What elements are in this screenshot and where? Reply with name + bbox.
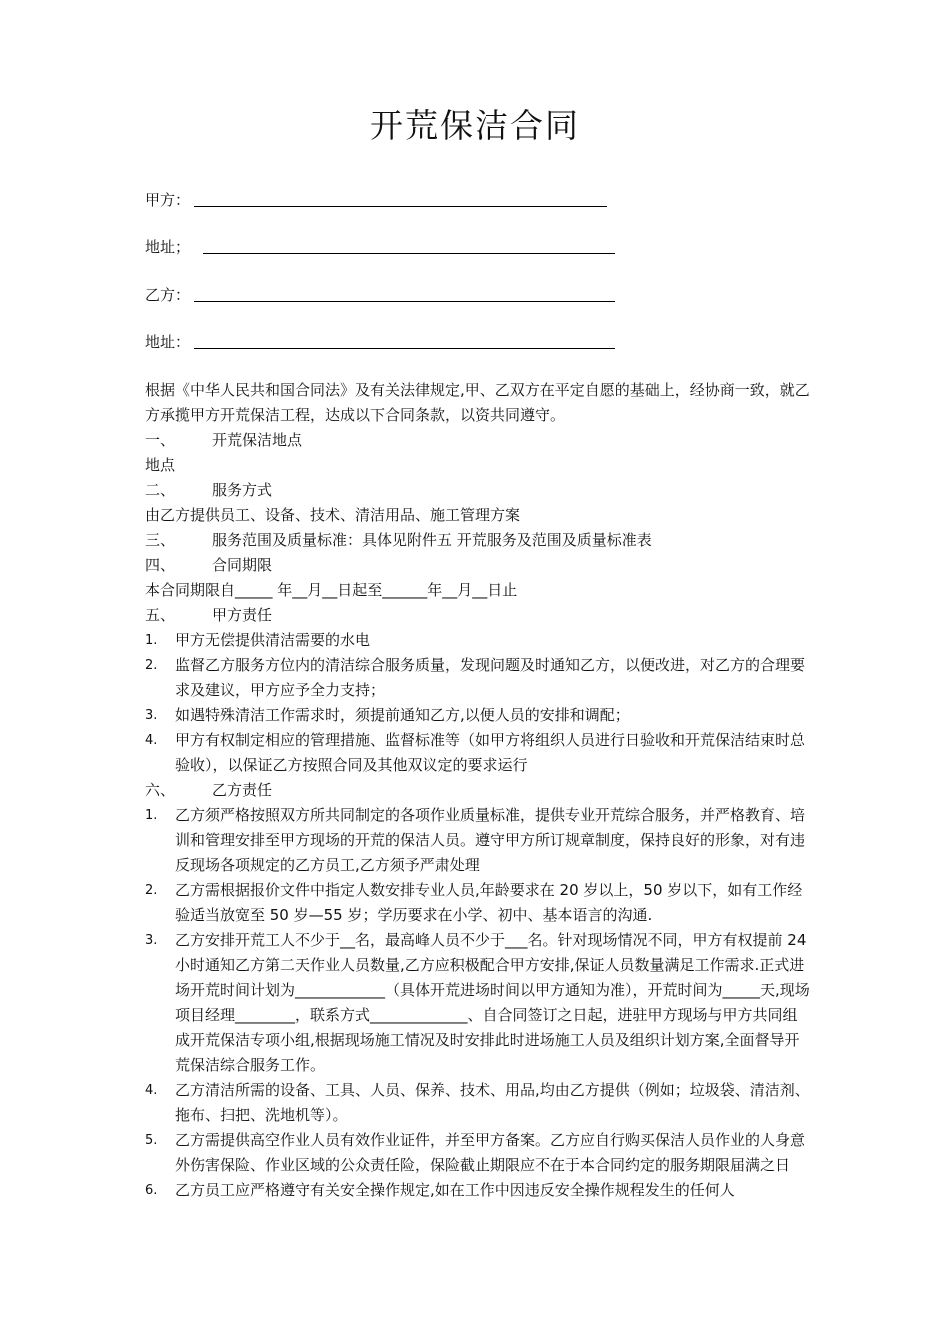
list-item [145,878,810,928]
section-4-number: 四、 [145,556,176,574]
section-2-title: 服务方式 [212,481,273,499]
party-a-blank-line [194,206,607,207]
section-5-title: 甲方责任 [212,606,273,624]
party-b-address-blank-line [194,348,615,349]
section-1-heading [145,428,810,453]
list-item-number: 3. [145,933,158,948]
section-3-heading [145,528,810,553]
section-2-number: 二、 [145,481,176,499]
section-6-number: 六、 [145,781,176,799]
document-title: 开荒保洁合同 [370,106,580,145]
list-item [145,1078,810,1128]
list-item-text: 乙方安排开荒工人不少于__名，最高峰人员不少于___名。针对现场情况不同，甲方有权提前 24 小时通知乙方第二天作业人员数量,乙方应积极配合甲方安排,保证人员数量满足工作需求.正式进场开荒时间计划为____________（具体开荒进场时间以甲方通知为准），开荒时间为_____天,现场项目经理________，联系方式_____________、自合同签订之日起，进驻甲方现场与甲方共同组成开荒保洁专项小组,根据现场施工情况及时安排此时进场施工人员及组织计划方案,全面督导开荒保洁综合服务工作。 [175,931,810,1074]
section-1-title: 开荒保洁地点 [212,431,303,449]
list-item-text: 甲方有权制定相应的管理措施、监督标准等（如甲方将组织人员进行日验收和开荒保洁结束时总验收），以保证乙方按照合同及其他双议定的要求运行 [175,731,806,774]
party-b-label: 乙方： [145,286,191,304]
list-item-number: 5. [145,1133,158,1148]
party-b-blank-line [194,301,615,302]
party-a-label: 甲方： [145,191,191,209]
list-item-text: 乙方须严格按照双方所共同制定的各项作业质量标准，提供专业开荒综合服务，并严格教育、培训和管理安排至甲方现场的开荒的保洁人员。遵守甲方所订规章制度，保持良好的形象，对有违反现场各项规定的乙方员工,乙方须予严肃处理 [175,806,806,874]
section-1-text: 地点 [145,456,176,474]
section-2-heading [145,478,810,503]
section-3-title: 服务范围及质量标准：具体见附件五 开荒服务及范围及质量标准表 [212,531,652,549]
list-item-number: 4. [145,1083,158,1098]
section-5-heading [145,603,810,628]
party-a-field [145,190,190,210]
section-4-text: 本合同期限自_____ 年__月__日起至______年__月__日止 [145,581,518,599]
section-4-heading [145,553,810,578]
list-item-text: 监督乙方服务方位内的清洁综合服务质量，发现问题及时通知乙方，以便改进，对乙方的合理要求及建议，甲方应予全力支持； [175,656,806,699]
list-item-number: 1. [145,633,158,648]
section-2-text: 由乙方提供员工、设备、技术、清洁用品、施工管理方案 [145,506,521,524]
section-6-heading [145,778,810,803]
list-item-number: 4. [145,733,158,748]
list-item-text: 甲方无偿提供清洁需要的水电 [175,631,371,649]
party-a-address-blank-line [203,253,615,254]
section-4-title: 合同期限 [212,556,273,574]
list-item-number: 6. [145,1183,158,1198]
list-item-text: 乙方清洁所需的设备、工具、人员、保养、技术、用品,均由乙方提供（例如；垃圾袋、清洁剂、拖布、扫把、洗地机等）。 [175,1081,810,1124]
party-a-address-label: 地址； [145,238,191,256]
list-item [145,1178,810,1203]
list-item-number: 3. [145,708,158,723]
party-b-address-label: 地址： [145,333,191,351]
list-item-number: 2. [145,883,158,898]
section-1-number: 一、 [145,431,176,449]
list-item [145,1128,810,1178]
list-item-text: 乙方需提供高空作业人员有效作业证件，并至甲方备案。乙方应自行购买保洁人员作业的人身意外伤害保险、作业区域的公众责任险，保险截止期限应不在于本合同约定的服务期限届满之日 [175,1131,806,1174]
list-item-number: 1. [145,808,158,823]
list-item-number: 2. [145,658,158,673]
intro-paragraph: 根据《中华人民共和国合同法》及有关法律规定,甲、乙双方在平定自愿的基础上，经协商一致，就乙方承揽甲方开荒保洁工程，达成以下合同条款，以资共同遵守。 [145,381,810,424]
section-3-number: 三、 [145,531,176,549]
list-item-text: 乙方需根据报价文件中指定人数安排专业人员,年龄要求在 20 岁以上，50 岁以下，如有工作经验适当放宽至 50 岁—55 岁；学历要求在小学、初中、基本语言的沟通. [175,881,803,924]
list-item [145,728,810,778]
list-item [145,803,810,878]
party-a-address-field [145,237,190,257]
party-b-address-field [145,332,190,352]
list-item-text: 乙方员工应严格遵守有关安全操作规定,如在工作中因违反安全操作规程发生的任何人 [175,1181,735,1199]
list-item [145,628,810,653]
list-item [145,928,810,1078]
party-b-field [145,285,190,305]
list-item-text: 如遇特殊清洁工作需求时，须提前通知乙方,以便人员的安排和调配； [175,706,630,724]
contract-body [145,378,810,1203]
section-5-number: 五、 [145,606,176,624]
list-item [145,653,810,703]
section-6-title: 乙方责任 [212,781,273,799]
list-item [145,703,810,728]
